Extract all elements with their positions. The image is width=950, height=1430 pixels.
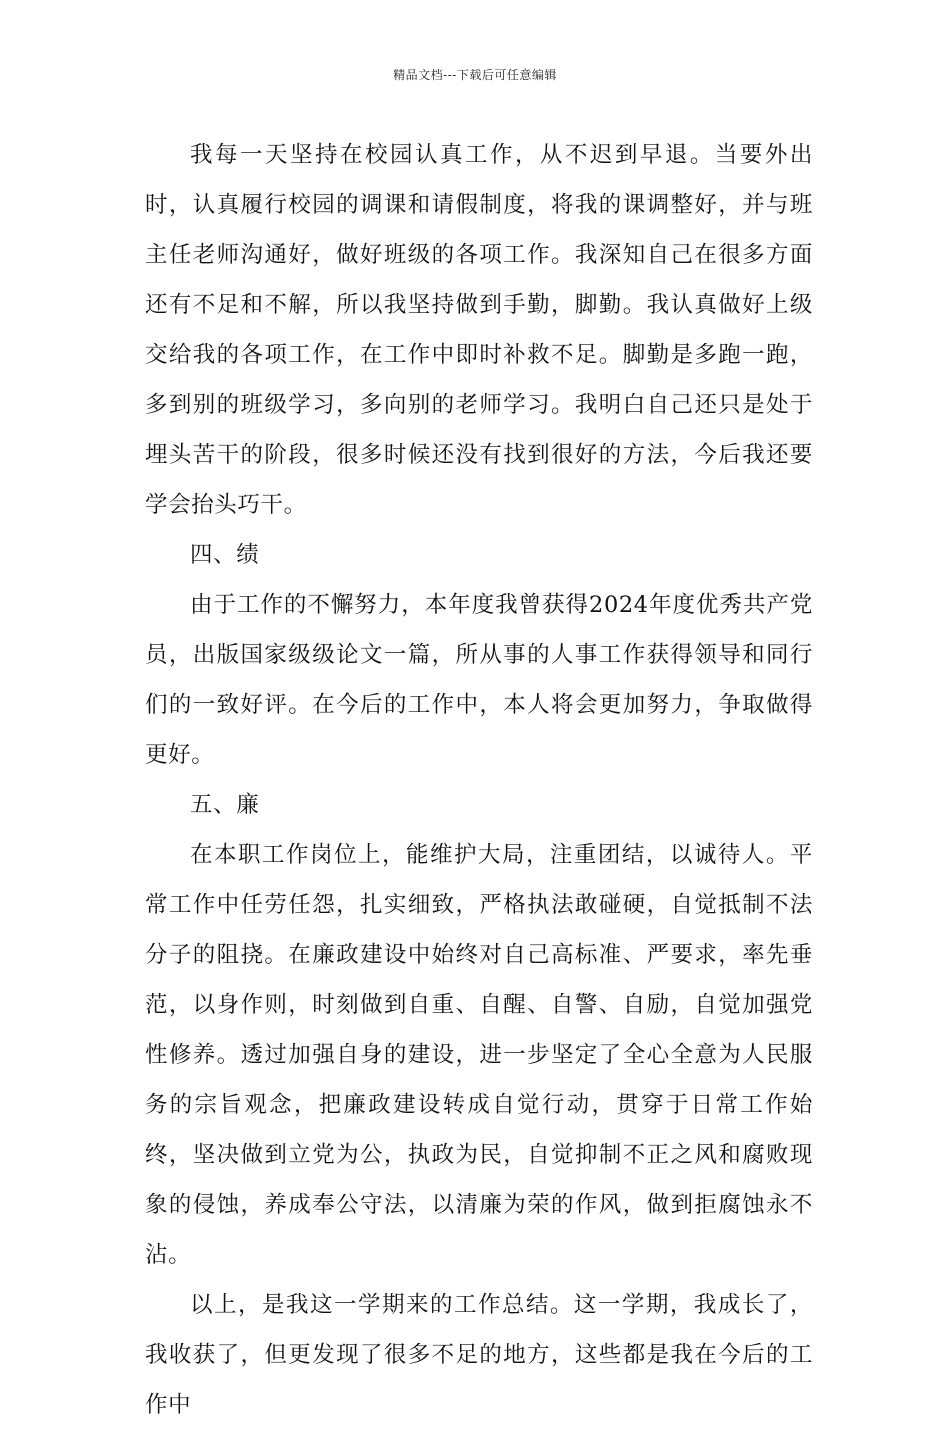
paragraph-work-attendance: 我每一天坚持在校园认真工作，从不迟到早退。当要外出时，认真履行校园的调课和请假制度，将我的课调整好，并与班主任老师沟通好，做好班级的各项工作。我深知自己在很多方面还有不足和不解，所以我坚持做到手勤，脚勤。我认真做好上级交给我的各项工作，在工作中即时补救不足。脚勤是多跑一跑，多到别的班级学习，多向别的老师学习。我明白自己还只是处于埋头苦干的阶段，很多时候还没有找到很好的方法，今后我还要学会抬头巧干。	[145, 142, 813, 518]
page-header: 精品文档---下载后可任意编辑	[393, 68, 557, 82]
paragraph-achievement: 由于工作的不懈努力，本年度我曾获得2024年度优秀共产党员，出版国家级级论文一篇，所从事的人事工作获得领导和同行们的一致好评。在今后的工作中，本人将会更加努力，争取做得更好。	[145, 592, 813, 768]
paragraph-conclusion: 以上，是我这一学期来的工作总结。这一学期，我成长了，我收获了，但更发现了很多不足的地方，这些都是我在今后的工作中	[145, 1292, 813, 1418]
paragraph-integrity: 在本职工作岗位上，能维护大局，注重团结，以诚待人。平常工作中任劳任怨，扎实细致，严格执法敢碰硬，自觉抵制不法分子的阻挠。在廉政建设中始终对自己高标准、严要求，率先垂范，以身作则，时刻做到自重、自醒、自警、自励，自觉加强党性修养。透过加强自身的建设，进一步坚定了全心全意为人民服务的宗旨观念，把廉政建设转成自觉行动，贯穿于日常工作始终，坚决做到立党为公，执政为民，自觉抑制不正之风和腐败现象的侵蚀，养成奉公守法，以清廉为荣的作风，做到拒腐蚀永不沾。	[145, 842, 813, 1268]
section-heading-achievement: 四、绩	[190, 542, 260, 568]
section-heading-integrity: 五、廉	[190, 792, 260, 818]
document-body	[145, 130, 813, 1430]
